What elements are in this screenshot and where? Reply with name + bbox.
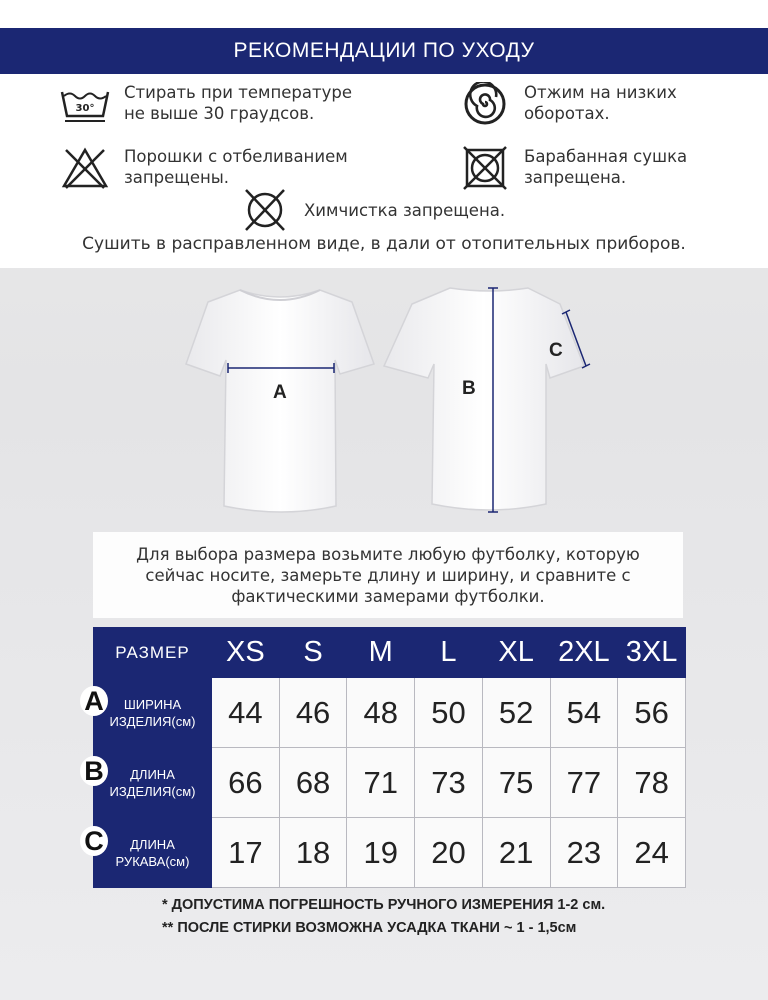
row-label-sleeve: ДЛИНА РУКАВА(см) [94,818,212,888]
care-item-spin [460,82,677,126]
table-cell: 48 [347,678,415,748]
care-section [0,0,768,268]
table-cell: 50 [415,678,483,748]
tshirt-illustrations [0,268,768,530]
table-cell: 66 [212,748,280,818]
measure-label-b: B [462,378,476,399]
care-item-tumble [460,146,687,190]
table-cell: 44 [212,678,280,748]
no-bleach-icon [60,146,110,190]
measure-label-a: A [273,382,287,403]
row-letter-c: C [80,826,108,856]
table-cell: 75 [482,748,550,818]
table-cell: 24 [618,818,686,888]
table-cell: 20 [415,818,483,888]
care-text-bleach: Порошки с отбеливанием запрещены. [124,147,348,187]
table-cell: 21 [482,818,550,888]
table-cell: 17 [212,818,280,888]
size-xl: XL [482,628,550,678]
measure-label-c: C [549,340,563,361]
wash-30-icon [60,82,110,126]
care-title: РЕКОМЕНДАЦИИ ПО УХОДУ [0,28,768,74]
size-2xl: 2XL [550,628,618,678]
table-cell: 23 [550,818,618,888]
dry-note: Сушить в расправленном виде, в дали от отопительных приборов. [82,234,686,254]
care-text-dryclean: Химчистка запрещена. [304,201,506,220]
size-advice: Для выбора размера возьмите любую футболку, которую сейчас носите, замерьте длину и ширину, и сравните с фактическими замерами футболки. [93,532,683,618]
note-measurement-tolerance: * ДОПУСТИМА ПОГРЕШНОСТЬ РУЧНОГО ИЗМЕРЕНИЯ 1-2 см. [162,897,606,913]
wash-temperature-label: 30° [75,103,95,114]
care-text-tumble: Барабанная сушка запрещена. [524,147,688,187]
size-3xl: 3XL [618,628,686,678]
size-header-label: РАЗМЕР [94,628,212,678]
size-m: M [347,628,415,678]
size-l: L [415,628,483,678]
size-table [93,627,686,888]
care-item-wash [60,82,352,126]
table-row [94,748,686,818]
table-cell: 46 [279,678,347,748]
care-item-dryclean [240,188,505,232]
note-shrinkage: ** ПОСЛЕ СТИРКИ ВОЗМОЖНА УСАДКА ТКАНИ ~ 1 - 1,5см [162,920,577,936]
no-dry-clean-icon [240,188,290,232]
table-cell: 52 [482,678,550,748]
table-row [94,818,686,888]
care-text-spin: Отжим на низких оборотах. [524,83,677,123]
no-tumble-dry-icon [460,146,510,190]
table-cell: 19 [347,818,415,888]
tshirt-back-icon [384,288,584,510]
table-cell: 54 [550,678,618,748]
row-letter-a: A [80,686,108,716]
care-text-wash: Стирать при температуре не выше 30 граудсов. [124,83,352,123]
table-cell: 78 [618,748,686,818]
tshirt-diagram [0,268,768,530]
row-letter-b: B [80,756,108,786]
table-cell: 18 [279,818,347,888]
table-cell: 73 [415,748,483,818]
table-cell: 56 [618,678,686,748]
table-cell: 68 [279,748,347,818]
size-s: S [279,628,347,678]
row-label-width: ШИРИНА ИЗДЕЛИЯ(см) [94,678,212,748]
size-header-row [94,628,686,678]
row-label-length: ДЛИНА ИЗДЕЛИЯ(см) [94,748,212,818]
table-cell: 77 [550,748,618,818]
table-cell: 71 [347,748,415,818]
care-item-bleach [60,146,348,190]
low-spin-icon [460,82,510,126]
table-row [94,678,686,748]
size-xs: XS [212,628,280,678]
